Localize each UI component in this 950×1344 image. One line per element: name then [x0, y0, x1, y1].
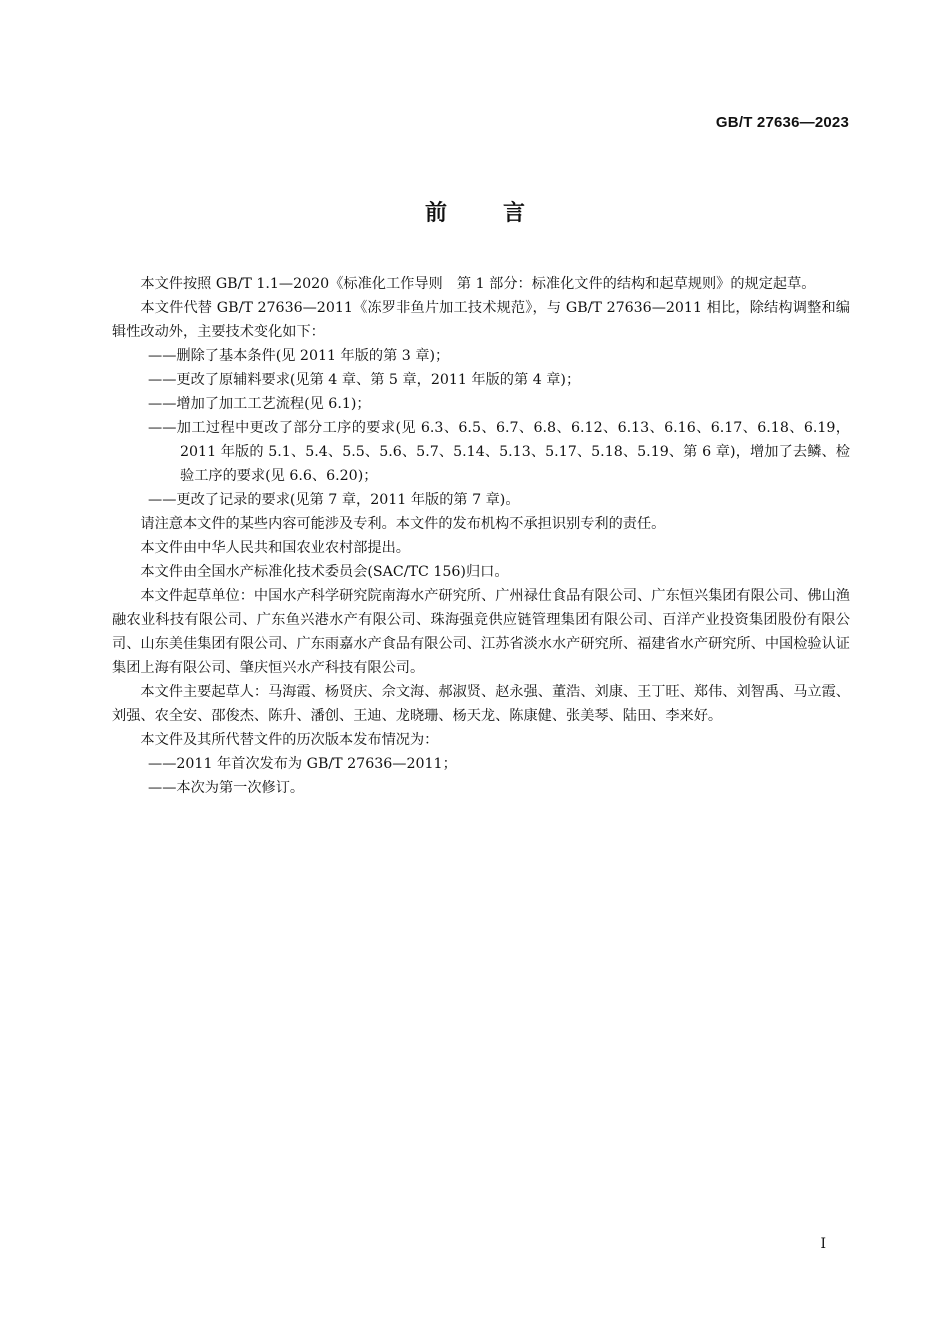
version-history-intro: 本文件及其所代替文件的历次版本发布情况为： [140, 732, 439, 748]
change-item: ——更改了记录的要求(见第 7 章，2011 年版的第 7 章)。 [148, 492, 520, 508]
drafting-organizations: 本文件起草单位：中国水产科学研究院南海水产研究所、广州禄仕食品有限公司、广东恒兴集团有限公司、佛山渔融农业科技有限公司、广东鱼兴港水产有限公司、珠海强竞供应链管理集团有限公司、百洋产业投资集团股份有限公司、山东美佳集团有限公司、广东雨嘉水产食品有限公司、江苏省淡水水产研究所、福建省水产研究所、中国检验认证集团上海有限公司、肇庆恒兴水产科技有限公司。 [112, 588, 850, 676]
history-item: ——2011 年首次发布为 GB/T 27636—2011； [148, 756, 457, 772]
page-number: I [820, 1236, 826, 1252]
standard-number: GB/T 27636—2023 [715, 114, 849, 131]
under-jurisdiction: 本文件由全国水产标准化技术委员会(SAC/TC 156)归口。 [140, 564, 509, 580]
change-item: ——加工过程中更改了部分工序的要求(见 6.3、6.5、6.7、6.8、6.12、6.13、6.16、6.17、6.18、6.19，2011 年版的 5.1、5.4、5.5、5.6、5.7、5.14、5.13、5.17、5.18、5.19、第 6 章)，增加了去鳞、检验工序的要求(见 6.6、6.20)； [148, 420, 850, 484]
foreword-body [112, 272, 850, 800]
history-item: ——本次为第一次修订。 [148, 780, 305, 796]
change-item: ——更改了原辅料要求(见第 4 章、第 5 章，2011 年版的第 4 章)； [148, 372, 581, 388]
paragraph-drafting-rules: 本文件按照 GB/T 1.1—2020《标准化工作导则 第 1 部分：标准化文件的结构和起草规则》的规定起草。 [140, 276, 816, 292]
change-item: ——增加了加工工艺流程(见 6.1)； [148, 396, 371, 412]
main-drafters: 本文件主要起草人：马海霞、杨贤庆、佘文海、郝淑贤、赵永强、董浩、刘康、王丁旺、郑伟、刘智禹、马立霞、刘强、农全安、邵俊杰、陈升、潘创、王迪、龙晓珊、杨天龙、陈康健、张美琴、陆田、李来好。 [112, 684, 850, 724]
page-title: 前言 [424, 201, 581, 226]
paragraph-replacement: 本文件代替 GB/T 27636—2011《冻罗非鱼片加工技术规范》，与 GB/T 27636—2011 相比，除结构调整和编辑性改动外，主要技术变化如下： [112, 300, 850, 340]
patent-notice: 请注意本文件的某些内容可能涉及专利。本文件的发布机构不承担识别专利的责任。 [140, 516, 666, 532]
proposed-by: 本文件由中华人民共和国农业农村部提出。 [140, 540, 410, 556]
change-item: ——删除了基本条件(见 2011 年版的第 3 章)； [148, 348, 450, 364]
